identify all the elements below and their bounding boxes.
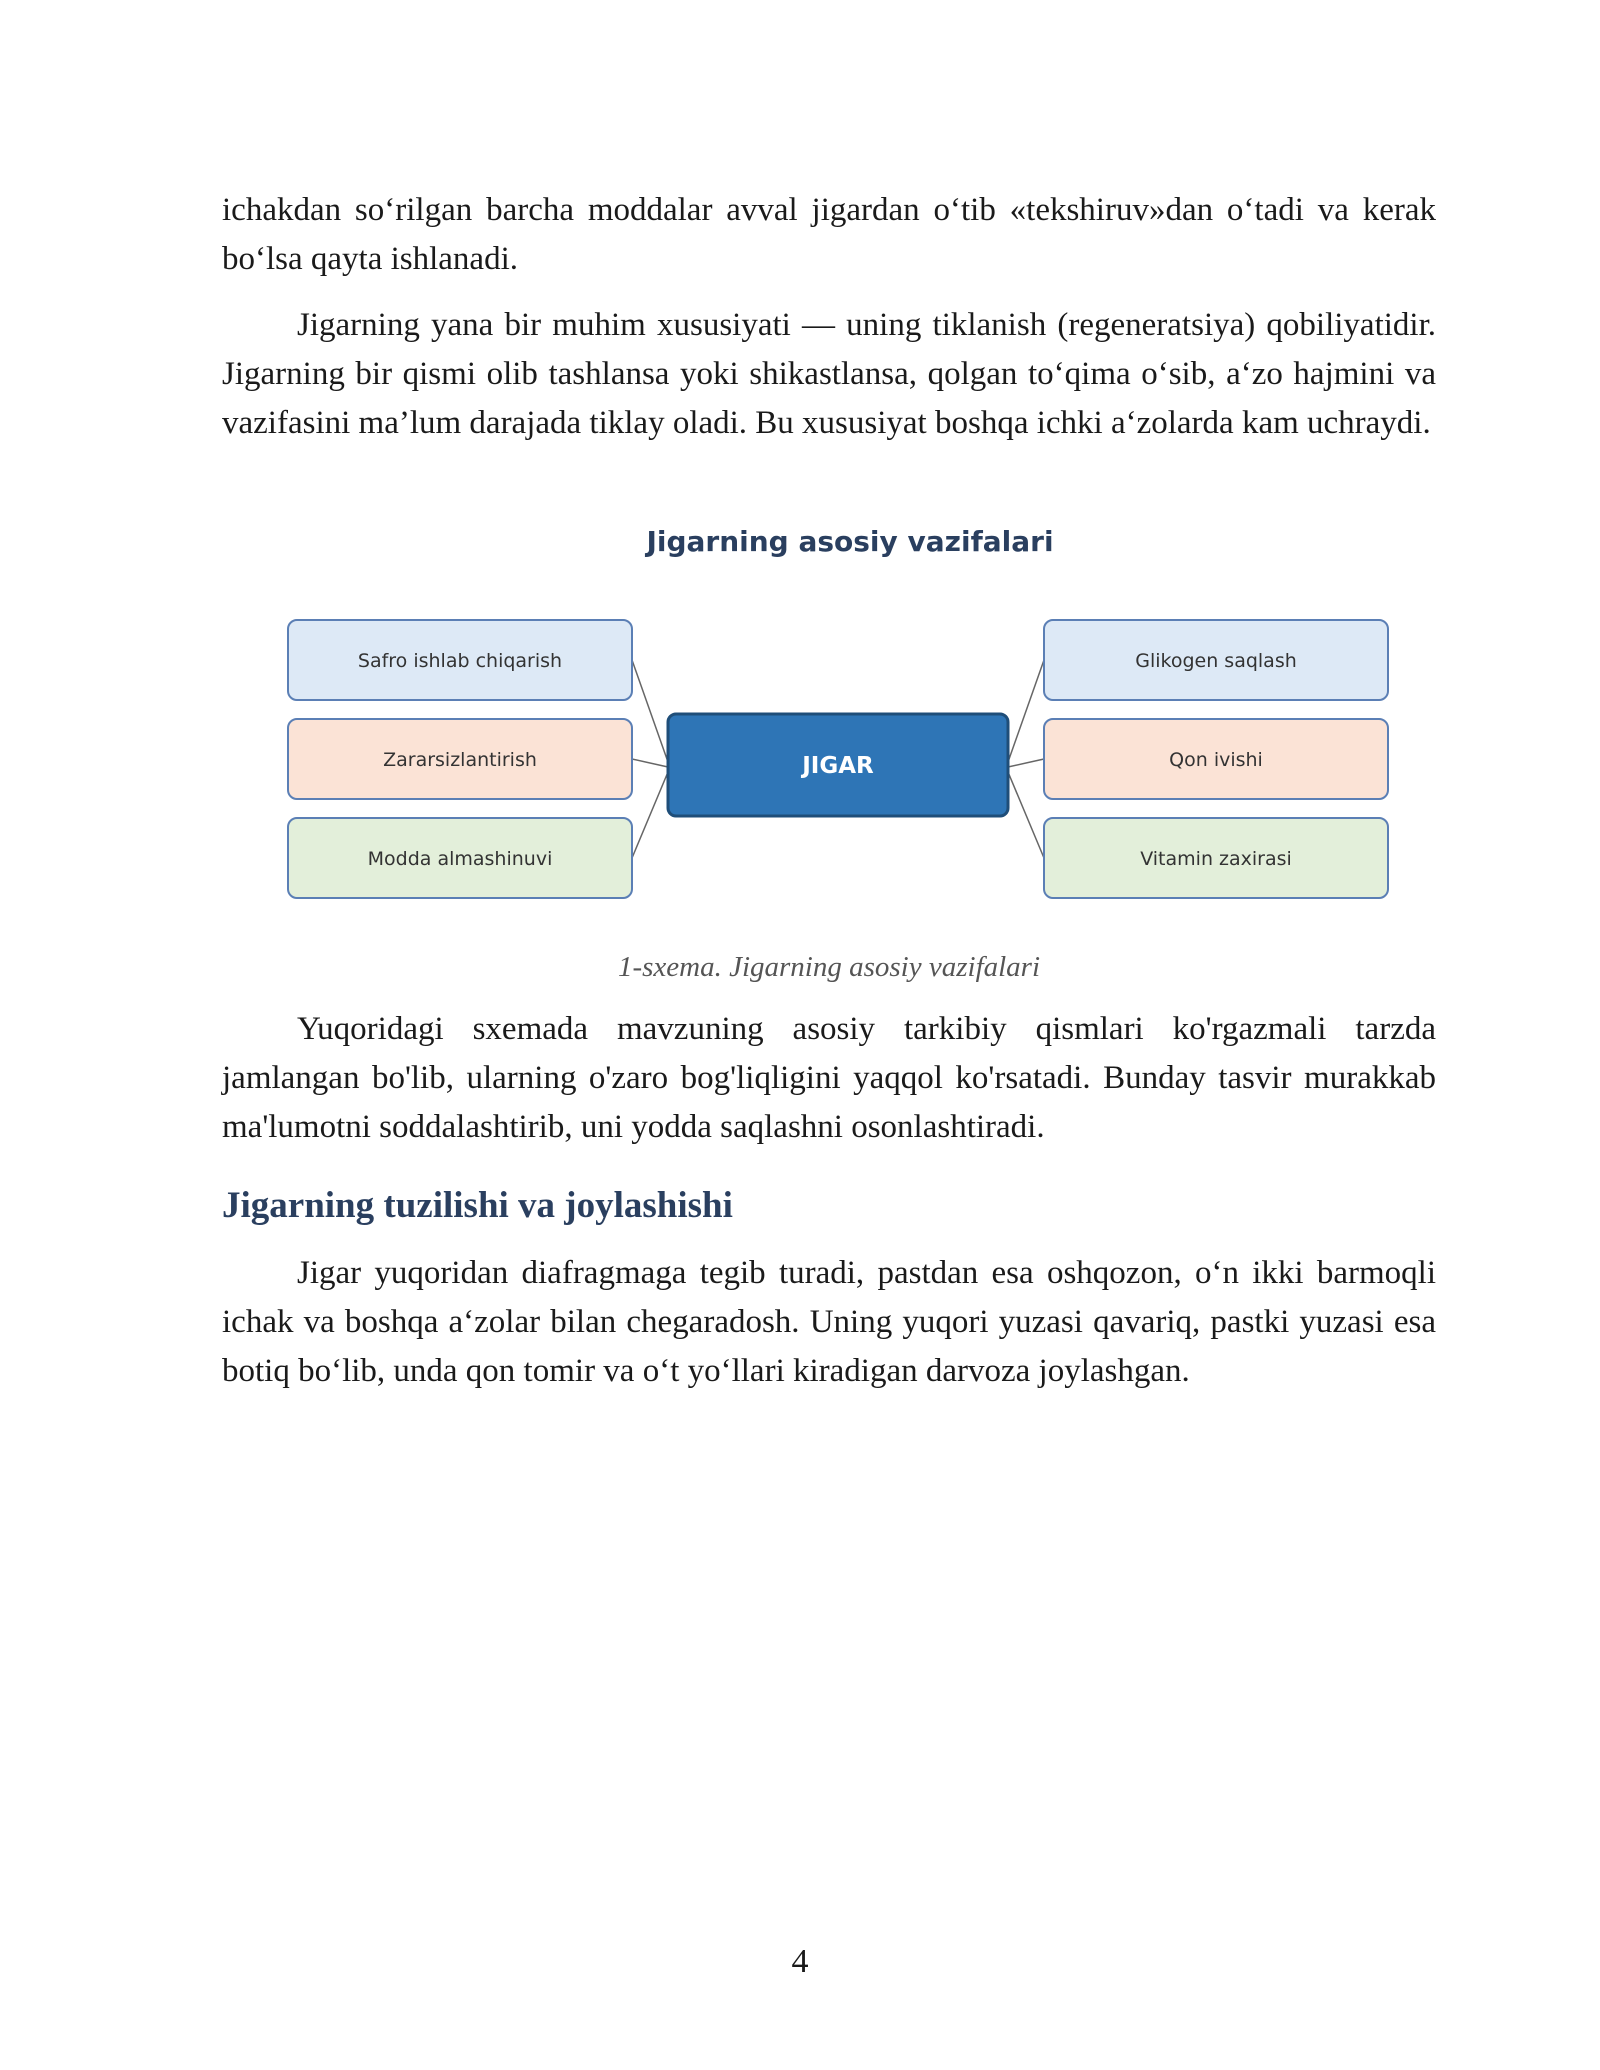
center-node-label: JIGAR (802, 753, 874, 779)
liver-functions-diagram (270, 522, 1430, 922)
paragraph-4: Jigar yuqoridan diafragmaga tegib turadi, pastdan esa oshqozon, o‘n ikki barmoqli ichak va boshqa a‘zolar bilan chegaradosh. Uning yuqori yuzasi qavariq, pastki yuzasi esa botiq bo‘lib, unda qon tomir va o‘t yo‘llari kiradigan darvoza joylashgan. (222, 1255, 1436, 1389)
center-node (668, 714, 1008, 816)
connector-right-2 (1008, 759, 1044, 767)
right-node-1 (1044, 620, 1388, 700)
left-node-1 (288, 620, 632, 700)
left-node-2-label: Zararsizlantirish (383, 749, 537, 771)
connector-left-1 (632, 660, 668, 762)
paragraph-1: ichakdan so‘rilgan barcha moddalar avval jigardan o‘tib «tekshiruv»dan o‘tadi va kerak bo‘lsa qayta ishlanadi. (222, 192, 1436, 277)
figure-caption: 1-sxema. Jigarning asosiy vazifalari (617, 951, 1041, 983)
right-node-1-label: Glikogen saqlash (1135, 650, 1297, 672)
right-node-3 (1044, 818, 1388, 898)
left-node-1-label: Safro ishlab chiqarish (357, 650, 563, 672)
right-node-3-label: Vitamin zaxirasi (1140, 848, 1292, 870)
right-node-2 (1044, 719, 1388, 799)
diagram-svg (270, 522, 1430, 922)
paragraph-3: Yuqoridagi sxemada mavzuning asosiy tarkibiy qismlari ko'rgazmali tarzda jamlangan bo'lib, ularning o'zaro bog'liqligini yaqqol ko'rsatadi. Bunday tasvir murakkab ma'lumotni soddalashtirib, uni yodda saqlashni osonlashtiradi. (222, 1011, 1436, 1145)
connector-left-2 (632, 759, 668, 767)
diagram-title: Jigarning asosiy vazifalari (646, 525, 1054, 558)
connector-right-3 (1008, 772, 1044, 858)
left-node-3-label: Modda almashinuvi (367, 848, 553, 870)
page-number: 4 (791, 1943, 809, 1980)
left-node-3 (288, 818, 632, 898)
connector-left-3 (632, 772, 668, 858)
left-node-2 (288, 719, 632, 799)
connector-right-1 (1008, 660, 1044, 762)
section-heading: Jigarning tuzilishi va joylashishi (222, 1185, 733, 1226)
paragraph-2: Jigarning yana bir muhim xususiyati — uning tiklanish (regeneratsiya) qobiliyatidir. Jigarning bir qismi olib tashlansa yoki shikastlansa, qolgan to‘qima o‘sib, a‘zo hajmini va vazifasini ma’lum darajada tiklay oladi. Bu xususiyat boshqa ichki a‘zolarda kam uchraydi. (222, 307, 1436, 441)
right-node-2-label: Qon ivishi (1169, 749, 1263, 771)
